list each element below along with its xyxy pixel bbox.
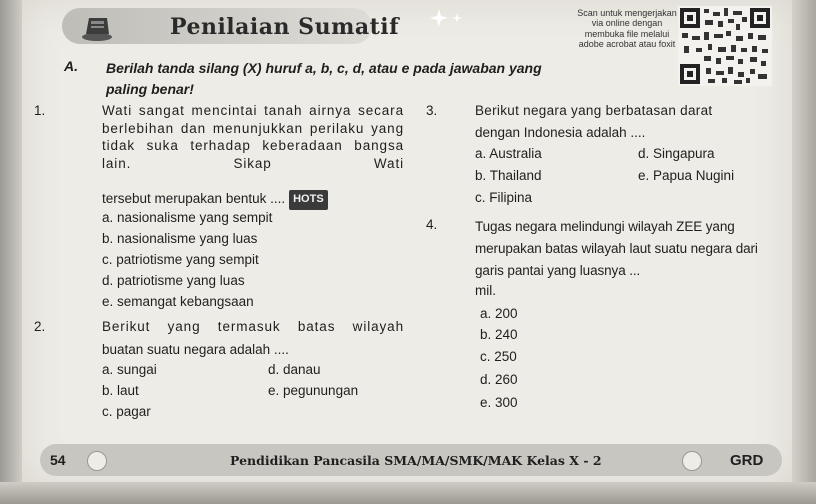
section-letter: A. xyxy=(64,58,78,74)
answer-option[interactable]: d. patriotisme yang luas xyxy=(102,273,245,288)
question-number: 3. xyxy=(426,103,438,118)
question-text-last: dengan Indonesia adalah .... xyxy=(475,125,646,140)
answer-option[interactable]: a. nasionalisme yang sempit xyxy=(102,210,273,225)
answer-option[interactable]: e. 300 xyxy=(480,395,518,410)
question-text-tail: tersebut merupakan bentuk .... xyxy=(102,191,286,206)
page-binding-left xyxy=(0,0,22,504)
question-text: Wati sangat mencintai tanah airnya secara berlebihan dan menunjukkan perilaku yang tidak suka terhadap keberadaan bangsa lain. Sikap Wati xyxy=(102,103,404,171)
hots-badge: HOTS xyxy=(289,190,328,210)
qr-code-icon[interactable] xyxy=(678,6,772,86)
answer-option[interactable]: d. danau xyxy=(268,362,321,377)
answer-option[interactable]: b. 240 xyxy=(480,327,518,342)
answer-option[interactable]: c. Filipina xyxy=(475,190,533,205)
question-text-last xyxy=(102,190,404,210)
answer-option[interactable]: a. 200 xyxy=(480,306,518,321)
page-number: 54 xyxy=(50,452,66,468)
footer-dot-icon xyxy=(682,451,702,471)
question-number: 4. xyxy=(426,217,438,232)
answer-option[interactable]: a. Australia xyxy=(475,146,542,161)
section-instruction: Berilah tanda silang (X) huruf a, b, c, d, atau e pada jawaban yang paling benar! xyxy=(106,60,542,97)
question-text-last: mil. xyxy=(475,283,496,298)
page-title: Penilaian Sumatif xyxy=(170,14,400,40)
answer-option[interactable]: c. patriotisme yang sempit xyxy=(102,252,259,267)
answer-option[interactable]: c. pagar xyxy=(102,404,151,419)
answer-option[interactable]: d. Singapura xyxy=(638,146,715,161)
answer-option[interactable]: d. 260 xyxy=(480,372,518,387)
answer-option[interactable]: e. pegunungan xyxy=(268,383,359,398)
question-text: Berikut yang termasuk batas wilayah xyxy=(102,319,404,334)
notebook-icon xyxy=(80,12,114,42)
question-number: 1. xyxy=(34,103,46,118)
answer-option[interactable]: a. sungai xyxy=(102,362,157,377)
publisher-logo: GRD xyxy=(730,452,764,469)
answer-option[interactable]: b. laut xyxy=(102,383,139,398)
book-title: Pendidikan Pancasila SMA/MA/SMK/MAK Kelas X - 2 xyxy=(230,453,602,468)
scan-instruction: Scan untuk mengerjakan via online dengan membuka file melalui adobe acrobat atau foxit xyxy=(577,8,677,50)
question-text-last: buatan suatu negara adalah .... xyxy=(102,342,289,357)
answer-option[interactable]: e. semangat kebangsaan xyxy=(102,294,254,309)
answer-option[interactable]: b. nasionalisme yang luas xyxy=(102,231,258,246)
page-bottom-edge xyxy=(0,482,816,504)
answer-option[interactable]: b. Thailand xyxy=(475,168,542,183)
question-number: 2. xyxy=(34,319,46,334)
answer-option[interactable]: c. 250 xyxy=(480,349,517,364)
page-binding-right xyxy=(792,0,816,504)
sparkle-icon xyxy=(427,5,467,33)
question-text: Tugas negara melindungi wilayah ZEE yang merupakan batas wilayah laut suatu negara dari garis pantai yang luasnya ... xyxy=(475,219,758,278)
answer-option[interactable]: e. Papua Nugini xyxy=(638,168,735,183)
footer-dot-icon xyxy=(87,451,107,471)
question-text: Berikut negara yang berbatasan darat xyxy=(475,103,713,118)
